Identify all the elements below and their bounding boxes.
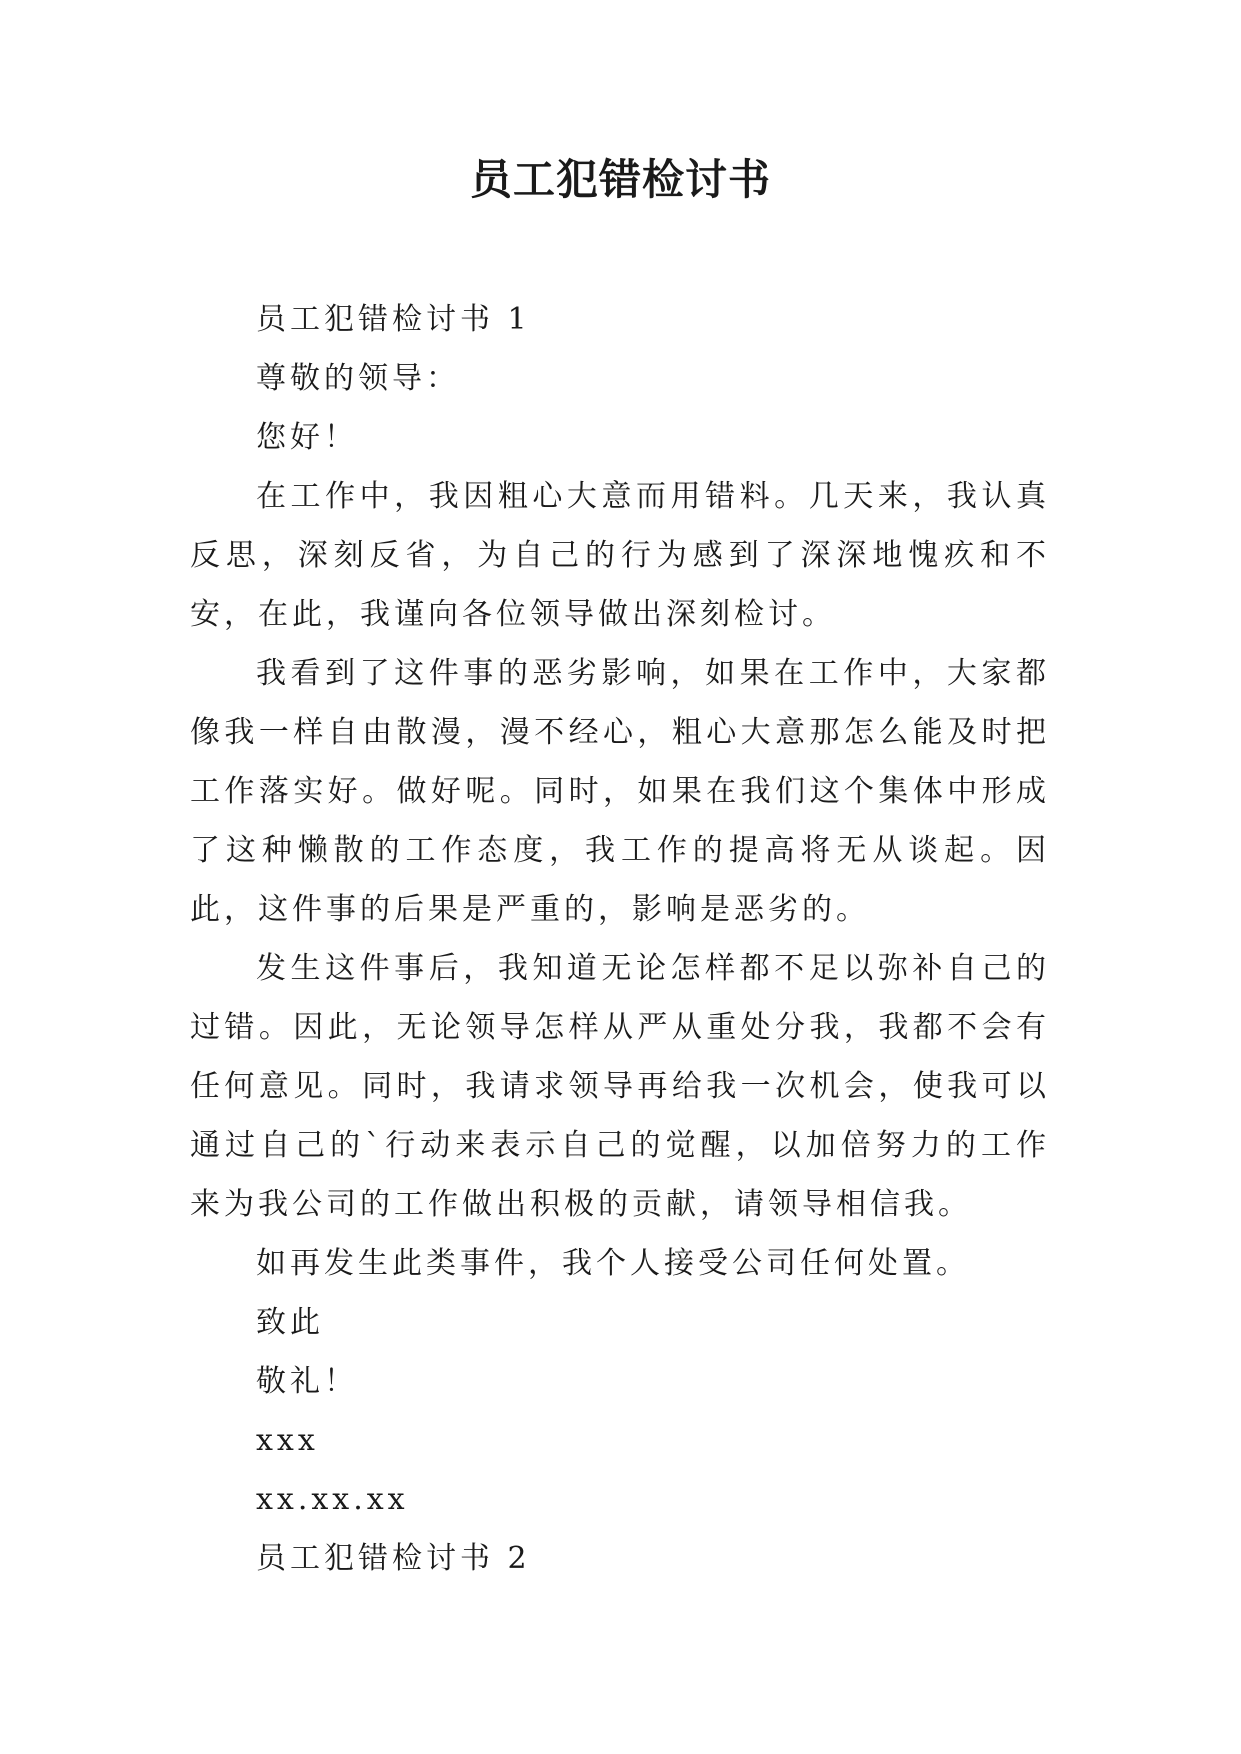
salutation: 尊敬的领导： bbox=[256, 361, 460, 396]
body-paragraph: 在工作中，我因粗心大意而用错料。几天来，我认真反思，深刻反省，为自己的行为感到了深深地愧疚和不安，在此，我谨向各位领导做出深刻检讨。 bbox=[190, 479, 1050, 632]
section-heading-2: 员工犯错检讨书 2 bbox=[256, 1541, 531, 1576]
signature-name: xxx bbox=[256, 1423, 319, 1458]
section-heading-1: 员工犯错检讨书 1 bbox=[256, 302, 531, 337]
greeting: 您好！ bbox=[256, 420, 358, 455]
body-paragraph: 我看到了这件事的恶劣影响，如果在工作中，大家都像我一样自由散漫，漫不经心，粗心大意那怎么能及时把工作落实好。做好呢。同时，如果在我们这个集体中形成了这种懒散的工作态度，我工作的提高将无从谈起。因此，这件事的后果是严重的，影响是恶劣的。 bbox=[190, 656, 1050, 927]
body-paragraph: 发生这件事后，我知道无论怎样都不足以弥补自己的过错。因此，无论领导怎样从严从重处分我，我都不会有任何意见。同时，我请求领导再给我一次机会，使我可以通过自己的`行动来表示自己的觉醒，以加倍努力的工作来为我公司的工作做出积极的贡献，请领导相信我。 bbox=[190, 951, 1050, 1222]
document-title: 员工犯错检讨书 bbox=[469, 155, 771, 204]
document-body bbox=[190, 290, 1050, 1588]
closing-salute: 敬礼！ bbox=[256, 1364, 358, 1399]
closing: 致此 bbox=[256, 1305, 324, 1340]
signature-date: xx.xx.xx bbox=[256, 1482, 409, 1517]
body-paragraph: 如再发生此类事件，我个人接受公司任何处置。 bbox=[256, 1246, 970, 1281]
